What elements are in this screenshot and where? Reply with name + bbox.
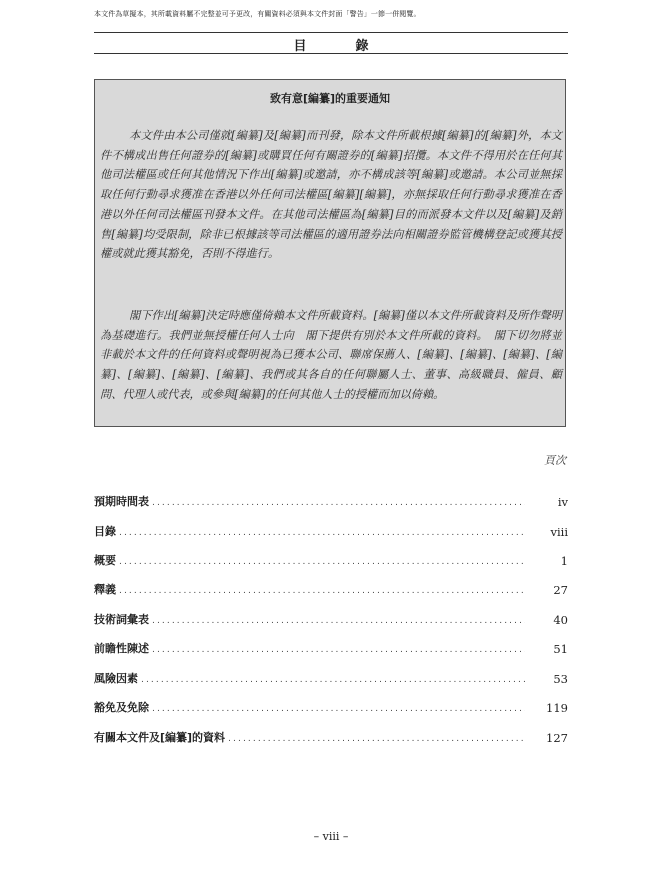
toc-leader-dots: [152, 615, 525, 627]
toc-entry[interactable]: [94, 670, 568, 686]
toc-pages-column-label: 頁次: [544, 454, 566, 467]
toc-leader-dots: [152, 497, 525, 509]
toc-entry-page: 51: [553, 642, 568, 656]
notice-paragraph: 閣下作出[編纂]決定時應僅倚賴本文件所載資料。[編纂]僅以本文件所載資料及所作聲明為基礎進行。我們並無授權任何人士向 閣下提供有別於本文件所載的資料。 閣下切勿將並非載於本文件的任何資料或聲明視為已獲本公司、聯席保薦人、[編纂]、[編纂]、[編纂]、[編纂]、[編纂]、[編纂]、[編纂]、我們或其各自的任何聯屬人士、董事、高級職員、僱員、顧問、代理人或代表，或參與[編纂]的任何其他人士的授權而加以倚賴。: [100, 309, 562, 401]
toc-entry-label: 有關本文件及[編纂]的資料: [94, 731, 226, 744]
toc-entry[interactable]: [94, 581, 568, 597]
toc-leader-dots: [152, 644, 525, 656]
toc-entry[interactable]: [94, 699, 568, 715]
page-number: – viii –: [313, 830, 349, 843]
toc-leader-dots: [141, 674, 525, 686]
toc-entry[interactable]: [94, 552, 568, 568]
important-notice-box: [94, 79, 566, 427]
page-title: 目 錄: [293, 39, 387, 54]
notice-title: 致有意[編纂]的重要通知: [269, 92, 391, 105]
toc-leader-dots: [152, 703, 525, 715]
toc-entry-label: 概要: [94, 554, 116, 567]
toc-entry[interactable]: [94, 640, 568, 656]
toc-entry-label: 風險因素: [94, 672, 138, 685]
toc-entry-label: 預期時間表: [94, 495, 149, 508]
toc-entry-page: 119: [546, 701, 568, 715]
toc-entry-page: 40: [553, 613, 568, 627]
toc-entry-label: 目錄: [94, 525, 116, 538]
toc-leader-dots: [119, 527, 525, 539]
toc-entry[interactable]: [94, 493, 568, 509]
toc-entry-label: 豁免及免除: [94, 701, 149, 714]
toc-entry-page: 1: [560, 554, 568, 568]
notice-paragraph: 本文件由本公司僅就[編纂]及[編纂]而刊發，除本文件所載根據[編纂]的[編纂]外，本文件不構成出售任何證券的[編纂]或購買任何有關證券的[編纂]招攬。本文件不得用於在任何其他司法權區或任何其他情況下作出[編纂]或邀請，亦不構成該等[編纂]或邀請。本公司並無採取任何行動尋求獲准在香港以外任何司法權區[編纂][編纂]，亦無採取任何行動尋求獲准在香港以外任何司法權區刊發本文件。在其他司法權區為[編纂]目的而派發本文件以及[編纂]及銷售[編纂]均受限制，除非已根據該等司法權區的適用證券法向相關證券監管機構登記或獲其授權或就此獲其豁免，否則不得進行。: [100, 129, 562, 261]
toc-entry[interactable]: [94, 611, 568, 627]
toc-entry-label: 技術詞彙表: [94, 613, 149, 626]
draft-disclaimer: 本文件為草擬本，其所載資料屬不完整並可予更改，有關資料必須與本文件封面「警告」一節一併閱覽。: [94, 10, 421, 18]
toc-entry-page: viii: [550, 525, 568, 539]
toc-entry-page: 27: [553, 583, 568, 597]
toc-entry-label: 前瞻性陳述: [94, 642, 149, 655]
title-rule-top: [94, 32, 568, 33]
title-rule-bottom: [94, 53, 568, 54]
toc-leader-dots: [119, 585, 525, 597]
toc-entry[interactable]: [94, 523, 568, 539]
toc-entry-page: 127: [546, 731, 568, 745]
toc-leader-dots: [119, 556, 525, 568]
toc-entry-label: 釋義: [94, 583, 116, 596]
toc-entry[interactable]: [94, 729, 568, 745]
toc-leader-dots: [228, 733, 525, 745]
toc-entry-page: 53: [553, 672, 568, 686]
toc-entry-page: iv: [557, 495, 568, 509]
